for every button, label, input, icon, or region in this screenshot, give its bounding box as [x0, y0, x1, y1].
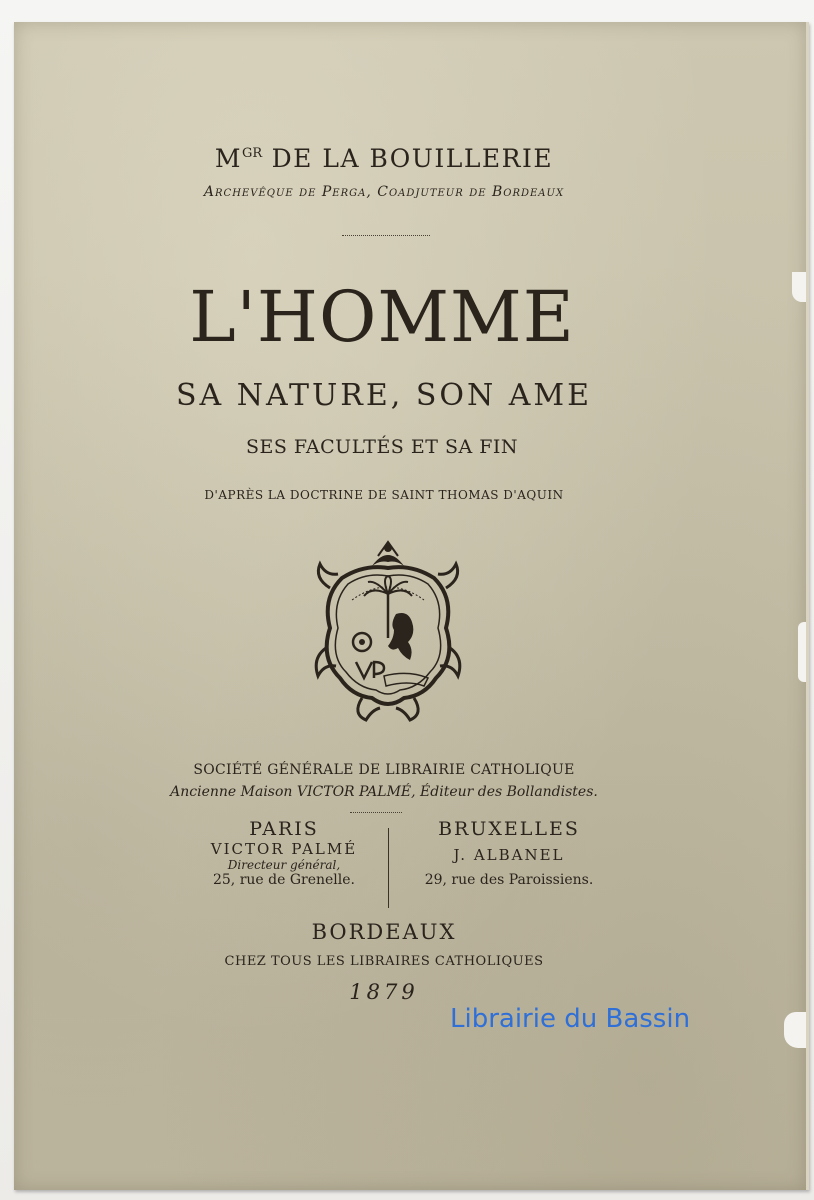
author-name: [0, 144, 780, 173]
book-subtitle: SA NATURE, SON AME: [175, 378, 593, 413]
book-title: L'HOMME: [189, 276, 575, 358]
author-superscript: GR: [241, 146, 263, 161]
book-subtitle-secondary: SES FACULTÉS ET SA FIN: [245, 436, 519, 458]
edge-tear: [798, 622, 806, 682]
left-publisher-role: Directeur général,: [227, 858, 341, 872]
column-divider: [388, 828, 389, 908]
edge-tear: [792, 272, 806, 302]
brussels-publisher-block: [399, 818, 619, 888]
publisher-house: Ancienne Maison VICTOR PALMÉ, Éditeur des Bollandistes.: [170, 784, 598, 800]
author-prefix: M: [214, 144, 242, 173]
author-surname: DE LA BOUILLERIE: [262, 144, 554, 173]
left-city: PARIS: [249, 818, 319, 840]
right-publisher-address: 29, rue des Paroissiens.: [424, 872, 594, 888]
left-publisher-name: VICTOR PALMÉ: [210, 840, 358, 858]
publication-year: 1879: [349, 980, 419, 1004]
bookseller-watermark: Librairie du Bassin: [450, 1004, 691, 1034]
author-divider: [342, 235, 430, 236]
right-publisher-name: J. ALBANEL: [453, 846, 565, 864]
author-title: Archevêque de Perga, Coadjuteur de Bordeaux: [203, 184, 565, 200]
edge-tear: [784, 1012, 806, 1048]
publisher-society: SOCIÉTÉ GÉNÉRALE DE LIBRAIRIE CATHOLIQUE: [193, 762, 575, 778]
left-publisher-address: 25, rue de Grenelle.: [212, 872, 355, 888]
coat-of-arms-icon: [312, 538, 464, 723]
paris-publisher-block: [164, 818, 404, 888]
publisher-divider: [350, 812, 402, 813]
imprint-booksellers: CHEZ TOUS LES LIBRAIRES CATHOLIQUES: [224, 954, 544, 969]
book-doctrine-line: D'APRÈS LA DOCTRINE DE SAINT THOMAS D'AQUIN: [204, 488, 564, 502]
right-city: BRUXELLES: [438, 818, 580, 840]
imprint-city: BORDEAUX: [311, 920, 457, 944]
book-cover: [14, 22, 809, 1190]
